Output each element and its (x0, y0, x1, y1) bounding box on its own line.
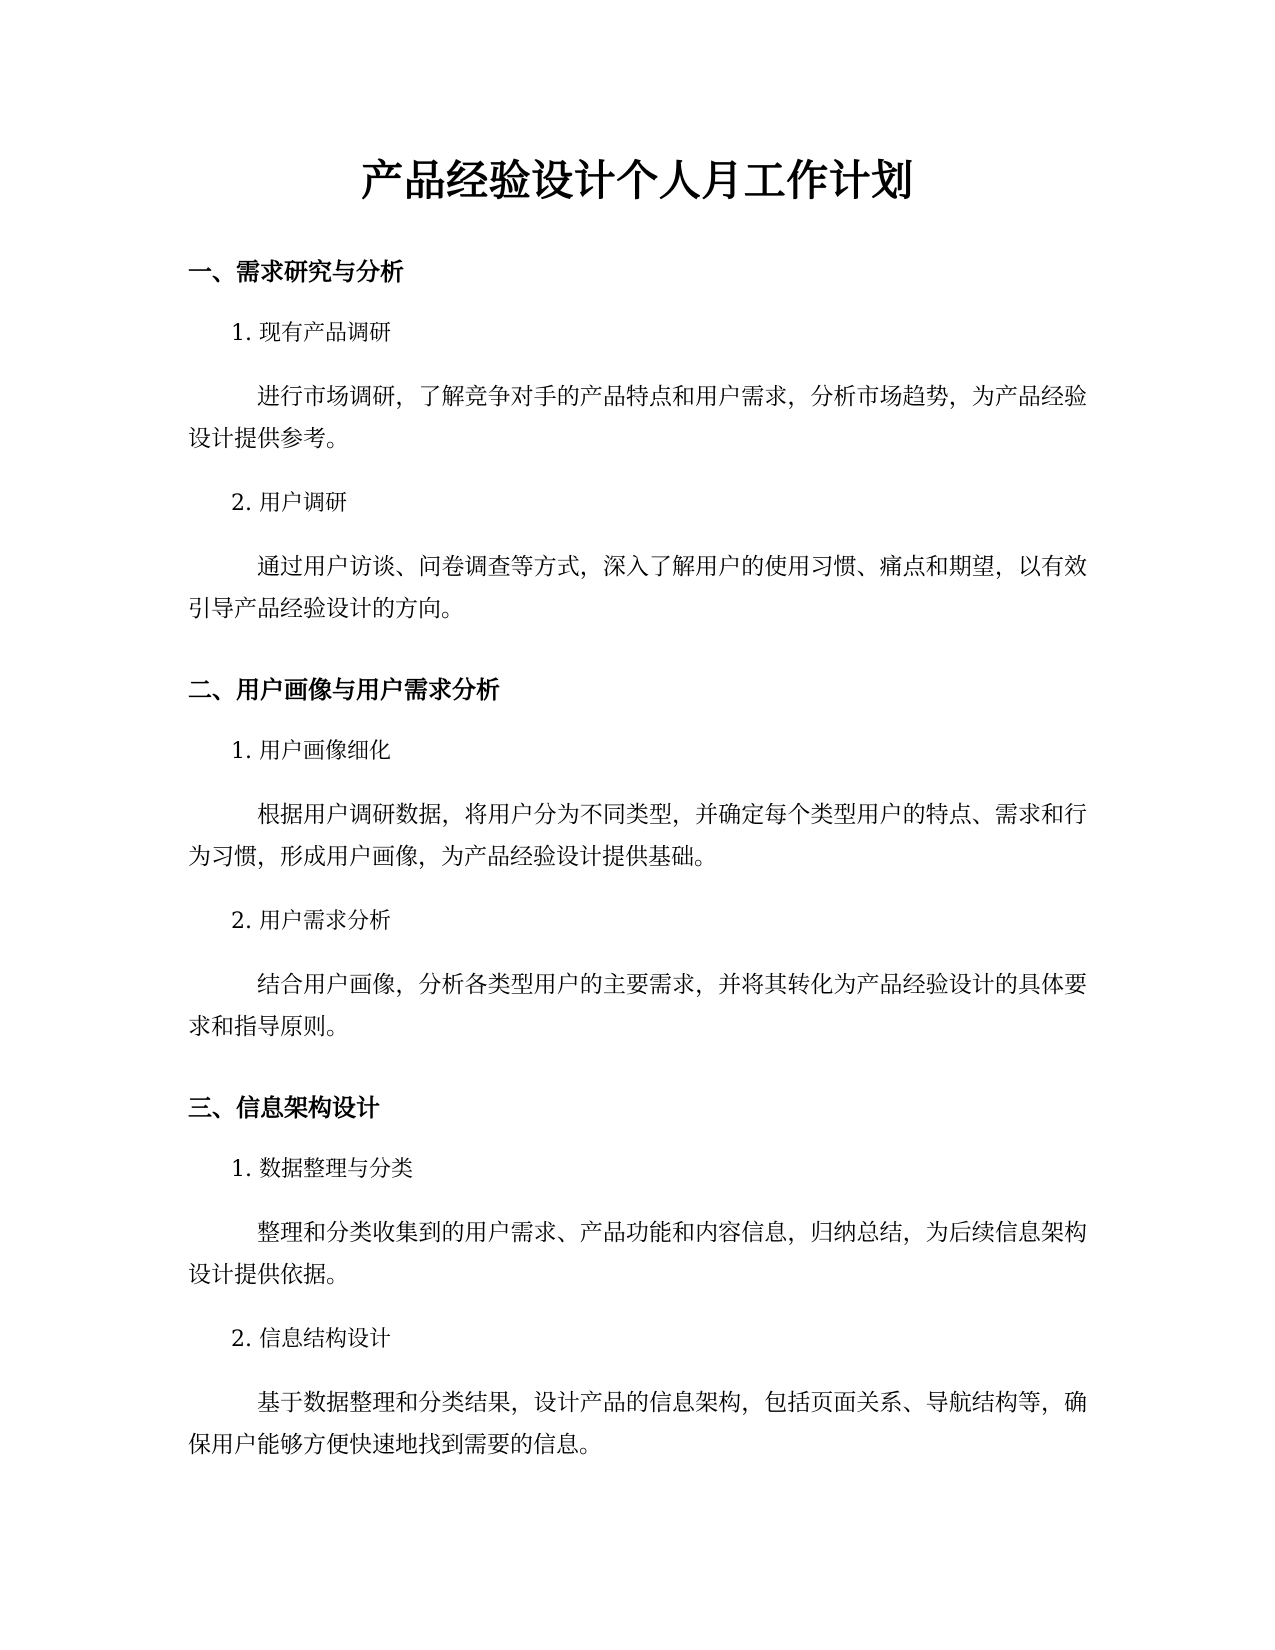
body-paragraph: 结合用户画像，分析各类型用户的主要需求，并将其转化为产品经验设计的具体要求和指导原则。 (188, 972, 1087, 1040)
section-information-architecture (188, 1090, 1087, 1466)
subsection-heading: 2. 用户调研 (231, 491, 347, 516)
body-paragraph: 通过用户访谈、问卷调查等方式，深入了解用户的使用习惯、痛点和期望，以有效引导产品经验设计的方向。 (188, 554, 1087, 622)
section-user-persona (188, 672, 1087, 1048)
body-paragraph: 进行市场调研，了解竞争对手的产品特点和用户需求，分析市场趋势，为产品经验设计提供参考。 (188, 384, 1087, 452)
subsection-heading: 1. 现有产品调研 (231, 321, 391, 346)
section-heading: 三、信息架构设计 (188, 1094, 380, 1122)
subsection-heading: 2. 用户需求分析 (231, 909, 391, 934)
subsection-heading: 1. 数据整理与分类 (231, 1157, 413, 1182)
page-title: 产品经验设计个人月工作计划 (361, 156, 914, 205)
section-heading: 一、需求研究与分析 (188, 258, 404, 286)
subsection-heading: 1. 用户画像细化 (231, 739, 391, 764)
body-paragraph: 根据用户调研数据，将用户分为不同类型，并确定每个类型用户的特点、需求和行为习惯，形成用户画像，为产品经验设计提供基础。 (188, 802, 1087, 870)
body-paragraph: 整理和分类收集到的用户需求、产品功能和内容信息，归纳总结，为后续信息架构设计提供依据。 (188, 1220, 1087, 1288)
subsection-heading: 2. 信息结构设计 (231, 1327, 391, 1352)
section-heading: 二、用户画像与用户需求分析 (188, 676, 500, 704)
body-paragraph: 基于数据整理和分类结果，设计产品的信息架构，包括页面关系、导航结构等，确保用户能够方便快速地找到需要的信息。 (188, 1390, 1087, 1458)
section-requirements-research (188, 254, 1087, 630)
